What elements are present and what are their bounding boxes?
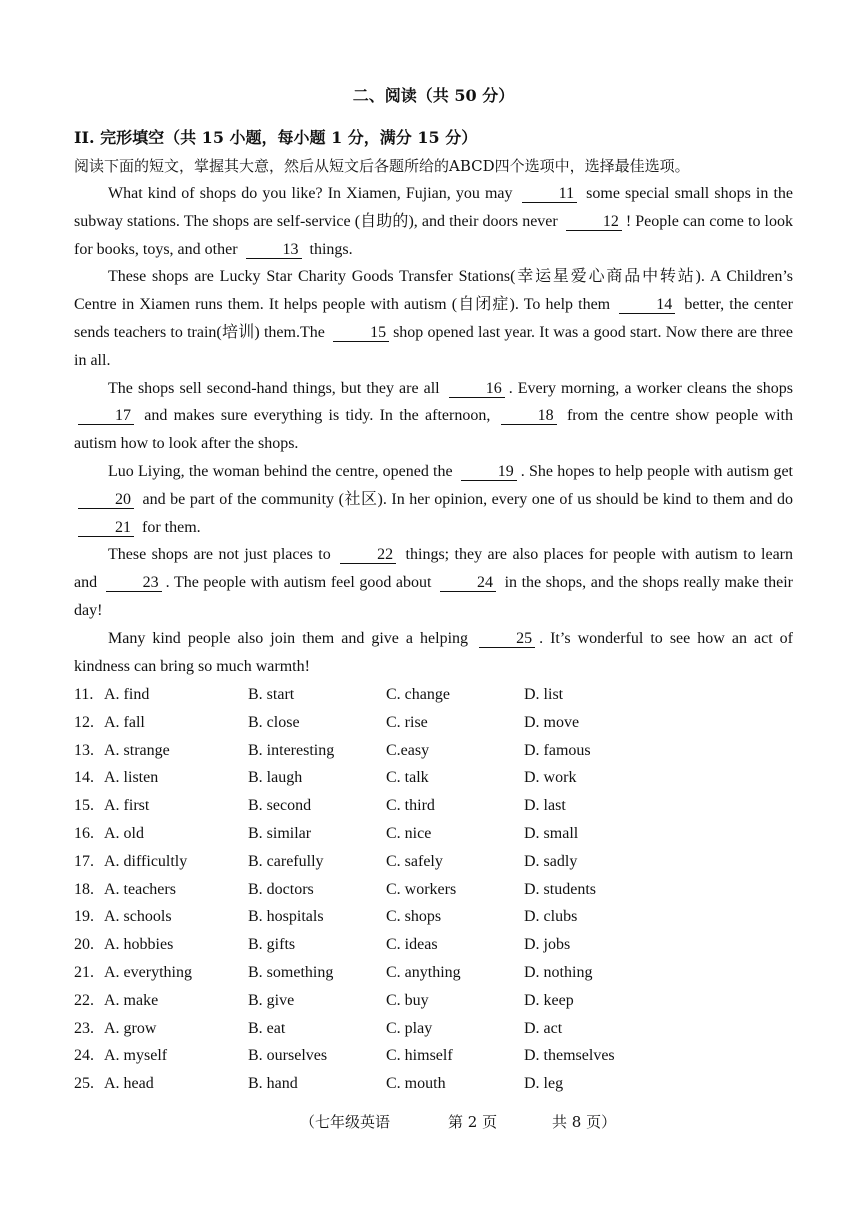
question-number: 16. bbox=[74, 824, 94, 842]
blank-number: 18 bbox=[501, 407, 557, 425]
blank-number: 14 bbox=[619, 296, 675, 314]
question-number: 14. bbox=[74, 769, 94, 787]
question-number: 11. bbox=[74, 686, 94, 703]
question-number: 25. bbox=[74, 1075, 94, 1093]
question-number: 23. bbox=[74, 1019, 94, 1037]
question-row bbox=[74, 1042, 794, 1070]
blank-number: 20 bbox=[78, 491, 134, 509]
option-a: A. make bbox=[104, 991, 159, 1009]
passage-text: better, the center sends teachers to train(培训) them.The bbox=[74, 296, 793, 341]
footer-total-pages: 共 8 页） bbox=[552, 1113, 617, 1131]
option-d: D. keep bbox=[524, 991, 574, 1009]
question-row bbox=[74, 681, 794, 709]
blank-number: 25 bbox=[479, 630, 535, 648]
question-row bbox=[74, 959, 794, 987]
option-a: A. find bbox=[104, 686, 150, 703]
question-number: 19. bbox=[74, 908, 94, 926]
question-row bbox=[74, 1015, 794, 1043]
option-c: C. anything bbox=[386, 963, 461, 981]
passage-text: and be part of the community (社区). In her opinion, every one of us should be kind to them and do bbox=[138, 490, 793, 508]
blank-number: 23 bbox=[106, 574, 162, 592]
blank-number: 13 bbox=[246, 241, 302, 259]
question-number: 12. bbox=[74, 713, 94, 731]
question-row bbox=[74, 709, 794, 737]
question-row bbox=[74, 987, 794, 1015]
option-b: B. give bbox=[248, 991, 295, 1009]
passage-text: The shops sell second-hand things, but they are all bbox=[108, 379, 445, 397]
question-number: 18. bbox=[74, 880, 94, 898]
option-d: D. last bbox=[524, 797, 566, 815]
question-row bbox=[74, 820, 794, 848]
passage-text: . Every morning, a worker cleans the shops bbox=[508, 379, 793, 397]
option-b: B. similar bbox=[248, 824, 312, 842]
footer-subject: （七年级英语 bbox=[300, 1113, 391, 1131]
part-title: II. 完形填空（共 15 小题，每小题 1 分，满分 15 分） bbox=[74, 128, 478, 147]
option-b: B. hospitals bbox=[248, 908, 324, 926]
option-b: B. carefully bbox=[248, 852, 324, 870]
option-b: B. doctors bbox=[248, 880, 314, 898]
option-c: C. himself bbox=[386, 1047, 453, 1065]
passage-text: shop opened last year. It was a good start. Now there are three in all. bbox=[74, 323, 793, 369]
option-b: B. eat bbox=[248, 1019, 286, 1037]
question-row bbox=[74, 848, 794, 876]
page-footer bbox=[300, 1110, 616, 1134]
option-c: C. play bbox=[386, 1019, 433, 1037]
question-number: 20. bbox=[74, 936, 94, 954]
question-row bbox=[74, 792, 794, 820]
instructions: 阅读下面的短文，掌握其大意，然后从短文后各题所给的ABCD四个选项中，选择最佳选项。 bbox=[74, 157, 690, 175]
passage-text: Many kind people also join them and give a helping bbox=[108, 629, 476, 647]
question-number: 24. bbox=[74, 1047, 94, 1065]
option-a: A. myself bbox=[104, 1047, 168, 1065]
passage-paragraph bbox=[74, 541, 793, 624]
option-d: D. clubs bbox=[524, 908, 578, 926]
blank-number: 12 bbox=[566, 213, 622, 231]
question-number: 13. bbox=[74, 741, 94, 759]
passage-text: from the centre show people with autism how to look after the shops. bbox=[74, 407, 793, 453]
passage-text: things; they are also places for people with autism to learn and bbox=[74, 546, 793, 592]
option-a: A. head bbox=[104, 1075, 154, 1093]
question-row bbox=[74, 903, 794, 931]
option-a: A. old bbox=[104, 824, 144, 842]
question-number: 21. bbox=[74, 963, 94, 981]
passage-text: . She hopes to help people with autism get bbox=[520, 462, 794, 480]
blank-number: 24 bbox=[440, 574, 496, 592]
option-a: A. first bbox=[104, 797, 150, 815]
passage-text: in the shops, and the shops really make their day! bbox=[74, 574, 794, 619]
option-b: B. start bbox=[248, 686, 295, 703]
blank-number: 15 bbox=[333, 324, 389, 342]
question-number: 17. bbox=[74, 852, 94, 870]
option-c: C. rise bbox=[386, 713, 428, 731]
passage-text: and makes sure everything is tidy. In the afternoon, bbox=[138, 407, 497, 425]
passage-text: . The people with autism feel good about bbox=[165, 574, 437, 592]
option-d: D. leg bbox=[524, 1075, 564, 1093]
option-a: A. listen bbox=[104, 769, 159, 787]
option-c: C. talk bbox=[386, 769, 429, 787]
option-d: D. famous bbox=[524, 741, 591, 759]
option-b: B. second bbox=[248, 797, 312, 815]
passage-paragraph bbox=[74, 458, 793, 541]
blank-number: 16 bbox=[449, 380, 505, 398]
option-d: D. sadly bbox=[524, 852, 578, 870]
option-c: C. mouth bbox=[386, 1075, 446, 1093]
passage-text: for them. bbox=[138, 518, 201, 536]
option-b: B. gifts bbox=[248, 936, 296, 954]
passage-paragraph bbox=[74, 263, 793, 374]
question-number: 22. bbox=[74, 991, 94, 1009]
question-number: 15. bbox=[74, 797, 94, 815]
passage-text: some special small shops in the subway stations. The shops are self-service (自助的), and their doors never bbox=[74, 185, 793, 230]
question-row bbox=[74, 764, 794, 792]
answer-options bbox=[74, 681, 794, 1098]
option-c: C. nice bbox=[386, 824, 432, 842]
blank-number: 19 bbox=[461, 463, 517, 481]
option-c: C. shops bbox=[386, 908, 442, 926]
option-c: C. ideas bbox=[386, 936, 438, 954]
option-d: D. nothing bbox=[524, 963, 593, 981]
option-d: D. jobs bbox=[524, 936, 571, 954]
option-c: C. change bbox=[386, 686, 450, 703]
passage-text: . It’s wonderful to see how an act of kindness can bring so much warmth! bbox=[74, 629, 793, 675]
option-a: A. schools bbox=[104, 908, 172, 926]
passage-text: These shops are Lucky Star Charity Goods Transfer Stations(幸运星爱心商品中转站). A Children’s Centre in Xiamen runs them. It helps people with autism (自闭症). To help them bbox=[74, 268, 793, 314]
option-b: B. something bbox=[248, 963, 334, 981]
option-a: A. teachers bbox=[104, 880, 176, 898]
passage-text: What kind of shops do you like? In Xiamen, Fujian, you may bbox=[108, 185, 518, 202]
passage-text: things. bbox=[305, 240, 353, 258]
option-b: B. laugh bbox=[248, 769, 303, 787]
option-a: A. fall bbox=[104, 713, 145, 731]
option-a: A. strange bbox=[104, 741, 170, 759]
blank-number: 22 bbox=[340, 546, 396, 564]
footer-page-number: 第 2 页 bbox=[448, 1113, 498, 1131]
blank-number: 11 bbox=[522, 185, 577, 203]
option-d: D. small bbox=[524, 824, 579, 842]
question-row bbox=[74, 737, 794, 765]
option-c: C. buy bbox=[386, 991, 429, 1009]
passage-paragraph bbox=[74, 625, 793, 681]
passage-paragraph bbox=[74, 180, 793, 263]
option-a: A. difficultly bbox=[104, 852, 188, 870]
option-b: B. hand bbox=[248, 1075, 298, 1093]
blank-number: 21 bbox=[78, 519, 134, 537]
option-b: B. close bbox=[248, 713, 300, 731]
passage-paragraph bbox=[74, 375, 793, 458]
question-row bbox=[74, 1070, 794, 1098]
question-row bbox=[74, 876, 794, 904]
blank-number: 17 bbox=[78, 407, 134, 425]
option-c: C.easy bbox=[386, 741, 430, 759]
option-d: D. themselves bbox=[524, 1047, 615, 1065]
option-c: C. third bbox=[386, 797, 435, 815]
option-c: C. safely bbox=[386, 852, 443, 870]
question-row bbox=[74, 931, 794, 959]
option-d: D. list bbox=[524, 686, 564, 703]
option-d: D. move bbox=[524, 713, 580, 731]
passage-text: Luo Liying, the woman behind the centre, opened the bbox=[108, 462, 457, 480]
option-d: D. students bbox=[524, 880, 596, 898]
passage-text: ! People can come to look for books, toys, and other bbox=[74, 212, 793, 258]
option-a: A. hobbies bbox=[104, 936, 174, 954]
option-c: C. workers bbox=[386, 880, 457, 898]
section-title: 二、阅读（共 50 分） bbox=[352, 86, 515, 105]
option-b: B. interesting bbox=[248, 741, 335, 759]
option-a: A. grow bbox=[104, 1019, 157, 1037]
option-b: B. ourselves bbox=[248, 1047, 328, 1065]
cloze-passage bbox=[74, 180, 793, 680]
option-d: D. work bbox=[524, 769, 577, 787]
passage-text: These shops are not just places to bbox=[108, 546, 337, 564]
option-a: A. everything bbox=[104, 963, 192, 981]
option-d: D. act bbox=[524, 1019, 563, 1037]
